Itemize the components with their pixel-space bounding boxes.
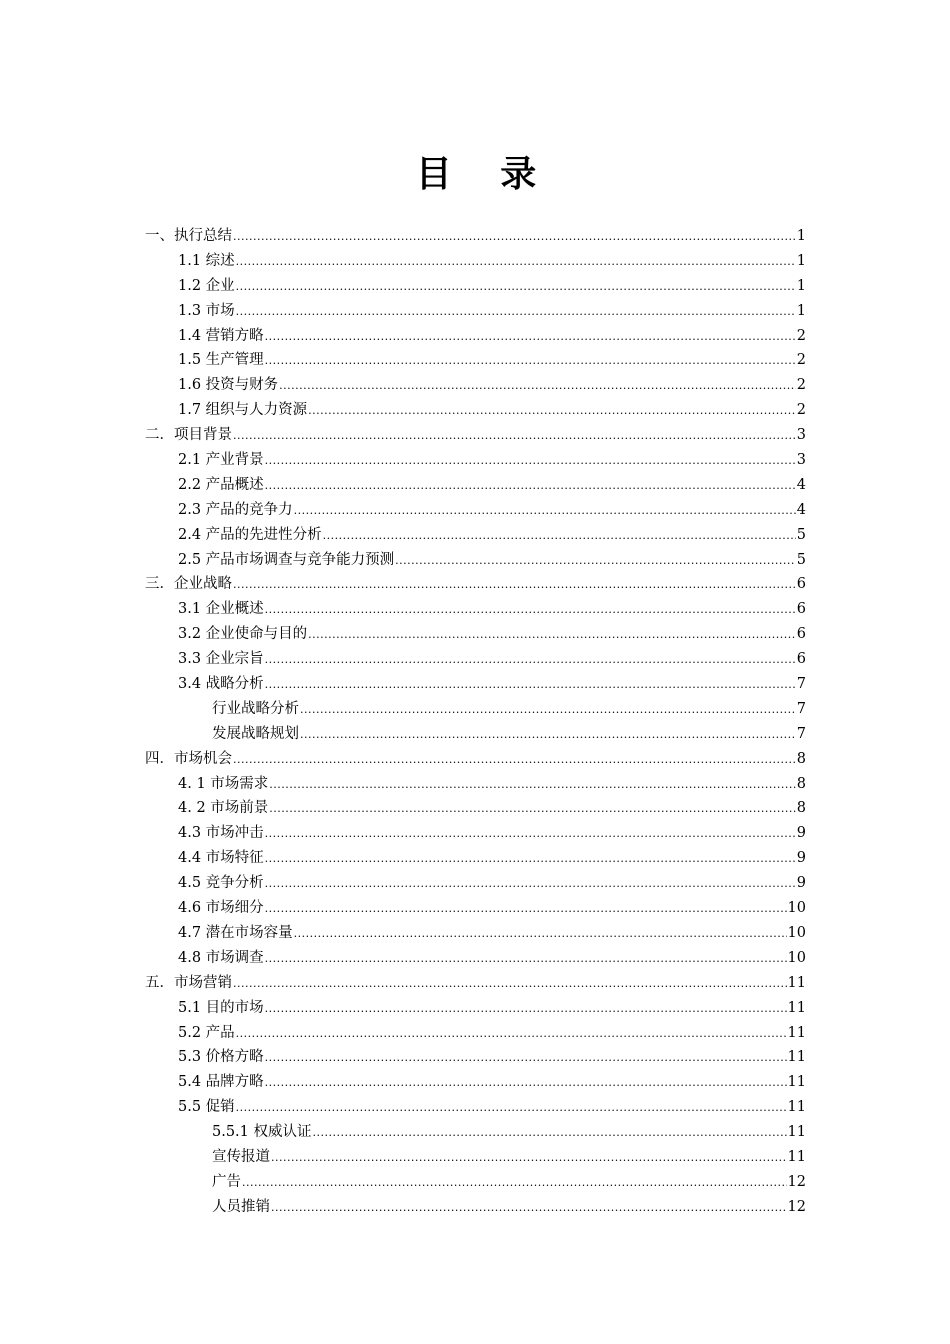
toc-entry-label: 宣传报道 xyxy=(212,1148,270,1165)
toc-entry-label: 4.4 市场特征 xyxy=(178,850,264,867)
toc-entry[interactable] xyxy=(178,647,806,672)
toc-dot-leader xyxy=(300,698,796,723)
toc-page-number: 10 xyxy=(787,900,806,917)
toc-entry-label: 四．市场机会 xyxy=(145,750,232,767)
toc-dot-leader xyxy=(236,275,796,300)
toc-dot-leader xyxy=(265,349,796,374)
toc-dot-leader xyxy=(265,325,796,350)
toc-dot-leader xyxy=(265,1071,787,1096)
toc-entry[interactable] xyxy=(178,672,806,697)
toc-page-number: 11 xyxy=(787,1074,806,1091)
toc-entry[interactable] xyxy=(178,1095,806,1120)
toc-entry[interactable] xyxy=(178,398,806,423)
toc-entry-label: 人员推销 xyxy=(212,1198,270,1215)
toc-page-number: 5 xyxy=(796,526,806,543)
toc-entry[interactable] xyxy=(178,622,806,647)
toc-entry-label: 一、执行总结 xyxy=(145,228,232,244)
toc-page-number: 1 xyxy=(796,252,806,269)
toc-entry[interactable] xyxy=(178,473,806,498)
toc-entry[interactable] xyxy=(178,996,806,1021)
toc-dot-leader xyxy=(242,1171,787,1196)
toc-dot-leader xyxy=(265,897,787,922)
toc-entry[interactable] xyxy=(178,796,806,821)
toc-entry-label: 1.7 组织与人力资源 xyxy=(178,402,308,419)
toc-entry[interactable] xyxy=(178,299,806,324)
toc-entry-label: 4.7 潜在市场容量 xyxy=(178,924,293,941)
toc-entry-label: 5.5.1 权威认证 xyxy=(212,1124,312,1141)
toc-page-number: 2 xyxy=(796,352,806,369)
toc-page-number: 10 xyxy=(787,924,806,941)
toc-entry-label: 2.2 产品概述 xyxy=(178,476,264,493)
toc-entry-label: 2.1 产业背景 xyxy=(178,452,264,469)
toc-entry-label: 5.1 目的市场 xyxy=(178,999,264,1016)
toc-entry[interactable] xyxy=(178,1045,806,1070)
toc-dot-leader xyxy=(265,598,796,623)
toc-page-number: 2 xyxy=(796,377,806,394)
toc-dot-leader xyxy=(236,1096,787,1121)
toc-entry[interactable] xyxy=(212,1120,806,1145)
toc-dot-leader xyxy=(323,524,796,549)
toc-dot-leader xyxy=(308,399,796,424)
toc-entry[interactable] xyxy=(212,722,806,747)
toc-page-number: 11 xyxy=(787,999,806,1016)
toc-entry-label: 1.6 投资与财务 xyxy=(178,377,279,394)
toc-page-number: 11 xyxy=(787,1148,806,1165)
toc-entry[interactable] xyxy=(178,348,806,373)
toc-page-number: 1 xyxy=(796,277,806,294)
toc-page-number: 4 xyxy=(796,501,806,518)
toc-entry[interactable] xyxy=(178,548,806,573)
toc-dot-leader xyxy=(269,797,795,822)
toc-entry-label: 五．市场营销 xyxy=(145,974,232,991)
toc-dot-leader xyxy=(265,872,796,897)
toc-entry[interactable] xyxy=(212,1170,806,1195)
toc-page-number: 4 xyxy=(796,476,806,493)
toc-list xyxy=(0,224,950,1220)
toc-entry-label: 1.1 综述 xyxy=(178,252,235,269)
toc-dot-leader xyxy=(294,922,787,947)
toc-dot-leader xyxy=(233,748,796,773)
toc-entry-label: 3.2 企业使命与目的 xyxy=(178,626,308,643)
toc-page-number: 11 xyxy=(787,1049,806,1066)
toc-page-number: 11 xyxy=(787,1024,806,1041)
toc-page-number: 2 xyxy=(796,327,806,344)
toc-page-number: 10 xyxy=(787,949,806,966)
toc-entry-label: 1.4 营销方略 xyxy=(178,327,264,344)
toc-page-number: 6 xyxy=(796,651,806,668)
toc-entry[interactable] xyxy=(178,846,806,871)
toc-title: 目 录 xyxy=(415,154,555,196)
toc-page-number: 7 xyxy=(796,725,806,742)
toc-dot-leader xyxy=(313,1121,787,1146)
toc-page-number: 7 xyxy=(796,700,806,717)
toc-dot-leader xyxy=(279,374,796,399)
toc-entry[interactable] xyxy=(178,921,806,946)
toc-page-number: 11 xyxy=(787,1124,806,1141)
toc-page-number: 1 xyxy=(796,228,806,244)
toc-entry[interactable] xyxy=(145,423,806,448)
toc-entry[interactable] xyxy=(178,1021,806,1046)
toc-entry-label: 5.2 产品 xyxy=(178,1024,235,1041)
toc-entry-label: 2.3 产品的竞争力 xyxy=(178,501,293,518)
toc-page-number: 8 xyxy=(796,775,806,792)
toc-dot-leader xyxy=(236,250,796,275)
toc-dot-leader xyxy=(308,623,796,648)
toc-dot-leader xyxy=(233,225,796,250)
toc-dot-leader xyxy=(265,449,796,474)
toc-entry[interactable] xyxy=(212,697,806,722)
toc-dot-leader xyxy=(233,424,796,449)
toc-entry[interactable] xyxy=(178,274,806,299)
toc-entry-label: 4. 2 市场前景 xyxy=(178,800,269,817)
toc-entry-label: 3.3 企业宗旨 xyxy=(178,651,264,668)
toc-entry-label: 三．企业战略 xyxy=(145,576,232,593)
toc-entry[interactable] xyxy=(178,946,806,971)
toc-entry-label: 二．项目背景 xyxy=(145,427,232,444)
toc-entry-label: 3.1 企业概述 xyxy=(178,601,264,618)
toc-dot-leader xyxy=(265,847,796,872)
toc-page-number: 12 xyxy=(787,1198,806,1215)
toc-entry-label: 广告 xyxy=(212,1173,241,1190)
toc-page-number: 3 xyxy=(796,452,806,469)
toc-dot-leader xyxy=(233,573,796,598)
toc-entry-label: 5.5 促销 xyxy=(178,1099,235,1116)
toc-dot-leader xyxy=(300,723,796,748)
toc-dot-leader xyxy=(265,997,787,1022)
toc-entry-label: 4.6 市场细分 xyxy=(178,900,264,917)
toc-page-number: 11 xyxy=(787,974,806,991)
toc-dot-leader xyxy=(236,300,796,325)
toc-page-number: 1 xyxy=(796,302,806,319)
toc-entry[interactable] xyxy=(178,324,806,349)
toc-entry-label: 1.2 企业 xyxy=(178,277,235,294)
toc-entry-label: 3.4 战略分析 xyxy=(178,676,264,693)
toc-page-number: 9 xyxy=(796,875,806,892)
toc-dot-leader xyxy=(233,972,787,997)
toc-entry-label: 2.4 产品的先进性分析 xyxy=(178,526,322,543)
toc-entry[interactable] xyxy=(145,747,806,772)
toc-page-number: 8 xyxy=(796,800,806,817)
toc-entry[interactable] xyxy=(178,597,806,622)
toc-entry[interactable] xyxy=(212,1195,806,1220)
toc-dot-leader xyxy=(269,773,795,798)
toc-entry[interactable] xyxy=(178,498,806,523)
toc-entry[interactable] xyxy=(178,373,806,398)
toc-page-number: 7 xyxy=(796,676,806,693)
toc-page-number: 2 xyxy=(796,402,806,419)
toc-page-number: 8 xyxy=(796,750,806,767)
toc-page-number: 3 xyxy=(796,427,806,444)
toc-entry[interactable] xyxy=(178,523,806,548)
toc-entry[interactable] xyxy=(178,871,806,896)
toc-entry-label: 4.3 市场冲击 xyxy=(178,825,264,842)
toc-entry[interactable] xyxy=(178,896,806,921)
toc-page-number: 5 xyxy=(796,551,806,568)
toc-dot-leader xyxy=(236,1022,787,1047)
toc-page-number: 9 xyxy=(796,850,806,867)
toc-dot-leader xyxy=(294,499,796,524)
toc-entry-label: 行业战略分析 xyxy=(212,700,299,717)
toc-dot-leader xyxy=(265,673,796,698)
toc-entry[interactable] xyxy=(178,772,806,797)
toc-dot-leader xyxy=(265,1046,787,1071)
toc-entry-label: 发展战略规划 xyxy=(212,725,299,742)
toc-entry[interactable] xyxy=(145,572,806,597)
toc-dot-leader xyxy=(265,822,796,847)
toc-entry[interactable] xyxy=(145,224,806,249)
toc-dot-leader xyxy=(271,1196,787,1221)
toc-entry-label: 4.8 市场调查 xyxy=(178,949,264,966)
toc-page-number: 6 xyxy=(796,626,806,643)
toc-entry[interactable] xyxy=(178,448,806,473)
toc-entry-label: 4. 1 市场需求 xyxy=(178,775,269,792)
toc-entry[interactable] xyxy=(145,971,806,996)
toc-page-number: 9 xyxy=(796,825,806,842)
toc-dot-leader xyxy=(265,947,787,972)
toc-dot-leader xyxy=(265,648,796,673)
toc-entry[interactable] xyxy=(212,1145,806,1170)
toc-dot-leader xyxy=(271,1146,787,1171)
toc-page-number: 6 xyxy=(796,576,806,593)
toc-entry-label: 4.5 竞争分析 xyxy=(178,875,264,892)
toc-page-number: 11 xyxy=(787,1099,806,1116)
toc-dot-leader xyxy=(395,549,796,574)
toc-entry[interactable] xyxy=(178,249,806,274)
toc-entry-label: 1.3 市场 xyxy=(178,302,235,319)
toc-entry[interactable] xyxy=(178,1070,806,1095)
toc-entry-label: 5.4 品牌方略 xyxy=(178,1074,264,1091)
toc-entry-label: 2.5 产品市场调查与竞争能力预测 xyxy=(178,551,395,568)
toc-entry-label: 5.3 价格方略 xyxy=(178,1049,264,1066)
toc-dot-leader xyxy=(265,474,796,499)
toc-entry-label: 1.5 生产管理 xyxy=(178,352,264,369)
toc-page-number: 6 xyxy=(796,601,806,618)
toc-entry[interactable] xyxy=(178,821,806,846)
toc-page-number: 12 xyxy=(787,1173,806,1190)
